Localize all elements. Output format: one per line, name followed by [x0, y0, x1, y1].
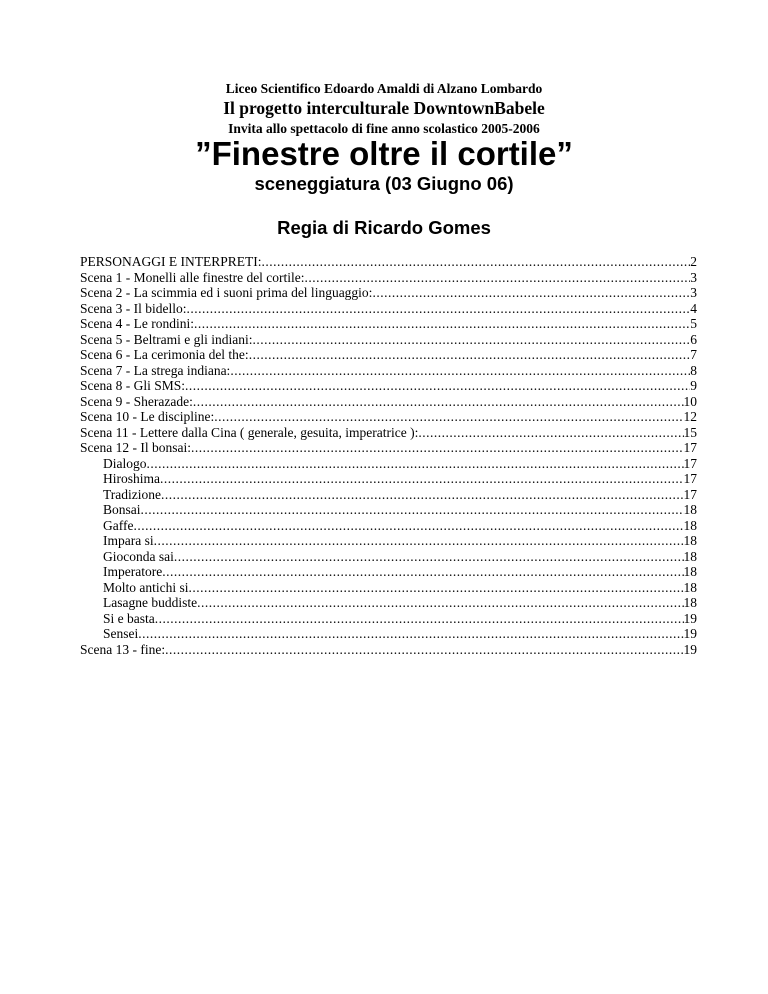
toc-entry-page: 19 [683, 626, 697, 641]
toc-entry-label: Dialogo [103, 455, 147, 471]
toc-subentry[interactable] [80, 456, 697, 472]
document-subtitle: sceneggiatura (03 Giugno 06) [254, 173, 514, 194]
toc-entry-label: Imperatore [103, 564, 163, 579]
toc-entry-page: 18 [683, 517, 697, 533]
toc-leader-dots [155, 611, 684, 627]
toc-leader-dots [162, 564, 683, 580]
toc-leader-dots [193, 394, 684, 410]
toc-entry-page: 12 [683, 409, 697, 424]
toc-entry-page: 17 [683, 486, 697, 502]
toc-entry-label: Scena 9 - Sherazade: [80, 393, 193, 409]
toc-entry-page: 18 [683, 595, 697, 610]
school-name: Liceo Scientifico Edoardo Amaldi di Alzano Lombardo [225, 81, 543, 96]
toc-entry-label: Scena 12 - Il bonsai: [80, 440, 191, 455]
toc-entry[interactable] [80, 301, 697, 317]
toc-entry-page: 7 [690, 347, 697, 362]
toc-entry[interactable] [80, 409, 697, 425]
toc-subentry[interactable] [80, 564, 697, 580]
toc-leader-dots [138, 626, 683, 642]
toc-leader-dots [230, 363, 690, 379]
toc-entry[interactable] [80, 347, 697, 363]
toc-entry[interactable] [80, 254, 697, 270]
toc-leader-dots [418, 425, 683, 441]
toc-entry-label: Scena 1 - Monelli alle finestre del cortile: [80, 269, 305, 285]
toc-entry-page: 4 [690, 300, 697, 316]
toc-entry-page: 18 [683, 579, 697, 595]
project-name: Il progetto interculturale DowntownBabele [223, 98, 545, 118]
toc-entry-label: Scena 7 - La strega indiana: [80, 362, 231, 378]
toc-leader-dots [249, 347, 691, 363]
toc-entry-page: 19 [683, 641, 697, 657]
toc-leader-dots [191, 440, 684, 456]
toc-leader-dots [141, 502, 684, 518]
toc-entry-page: 6 [690, 331, 697, 347]
toc-leader-dots [252, 332, 690, 348]
toc-leader-dots [189, 580, 684, 596]
toc-entry-label: Scena 13 - fine: [80, 641, 166, 657]
toc-leader-dots [262, 254, 691, 270]
toc-leader-dots [194, 316, 690, 332]
toc-entry-label: Gioconda sai [103, 548, 174, 564]
toc-entry-page: 18 [683, 548, 697, 564]
toc-leader-dots [174, 549, 684, 565]
toc-entry-page: 17 [683, 455, 697, 471]
toc-entry-page: 18 [683, 502, 697, 517]
toc-entry-label: Lasagne buddiste [103, 595, 198, 610]
toc-leader-dots [154, 533, 684, 549]
toc-entry[interactable] [80, 316, 697, 332]
toc-subentry[interactable] [80, 533, 697, 549]
toc-entry[interactable] [80, 378, 697, 394]
toc-entry-label: Gaffe [103, 517, 134, 533]
toc-leader-dots [160, 471, 684, 487]
toc-subentry[interactable] [80, 502, 697, 518]
toc-leader-dots [147, 456, 684, 472]
document-title: ”Finestre oltre il cortile” [195, 135, 573, 172]
toc-entry-page: 5 [690, 316, 697, 331]
toc-leader-dots [372, 285, 690, 301]
toc-entry[interactable] [80, 642, 697, 658]
toc-entry-page: 8 [690, 362, 697, 378]
toc-entry-label: Scena 10 - Le discipline: [80, 409, 215, 424]
toc-entry-page: 18 [683, 564, 697, 579]
toc-entry-page: 17 [683, 471, 697, 486]
toc-entry-page: 9 [690, 378, 697, 393]
toc-entry[interactable] [80, 270, 697, 286]
toc-entry[interactable] [80, 394, 697, 410]
toc-entry-label: Tradizione [103, 486, 161, 502]
toc-entry-label: Scena 2 - La scimmia ed i suoni prima del linguaggio: [80, 285, 373, 300]
toc-entry[interactable] [80, 363, 697, 379]
toc-subentry[interactable] [80, 487, 697, 503]
toc-entry[interactable] [80, 332, 697, 348]
toc-subentry[interactable] [80, 595, 697, 611]
toc-leader-dots [165, 642, 683, 658]
toc-entry-page: 17 [683, 440, 697, 455]
invitation-line: Invita allo spettacolo di fine anno scolastico 2005-2006 [228, 121, 540, 136]
toc-subentry[interactable] [80, 580, 697, 596]
toc-entry[interactable] [80, 440, 697, 456]
toc-leader-dots [214, 409, 683, 425]
toc-entry-page: 19 [683, 610, 697, 626]
toc-entry-label: Impara si [103, 533, 154, 548]
toc-subentry[interactable] [80, 626, 697, 642]
toc-entry-label: Scena 5 - Beltrami e gli indiani: [80, 331, 253, 347]
toc-entry-label: Scena 8 - Gli SMS: [80, 378, 186, 393]
toc-entry-page: 15 [683, 424, 697, 440]
toc-entry-label: Hiroshima [103, 471, 160, 486]
toc-entry[interactable] [80, 425, 697, 441]
toc-entry-label: PERSONAGGI E INTERPRETI: [80, 254, 262, 269]
toc-subentry[interactable] [80, 549, 697, 565]
toc-subentry[interactable] [80, 611, 697, 627]
toc-entry-label: Bonsai [103, 502, 141, 517]
director-credit: Regia di Ricardo Gomes [277, 217, 491, 238]
toc-entry[interactable] [80, 285, 697, 301]
toc-subentry[interactable] [80, 518, 697, 534]
toc-entry-label: Sensei [103, 626, 139, 641]
toc-entry-label: Molto antichi si [103, 579, 189, 595]
toc-entry-page: 3 [690, 269, 697, 285]
toc-subentry[interactable] [80, 471, 697, 487]
toc-leader-dots [185, 378, 690, 394]
toc-leader-dots [186, 301, 690, 317]
toc-entry-label: Si e basta [103, 610, 155, 626]
toc-entry-page: 3 [690, 285, 697, 300]
toc-entry-page: 18 [683, 533, 697, 548]
toc-leader-dots [305, 270, 691, 286]
table-of-contents [80, 254, 697, 657]
toc-entry-label: Scena 11 - Lettere dalla Cina ( generale, gesuita, imperatrice ): [80, 424, 419, 440]
toc-leader-dots [133, 518, 683, 534]
toc-entry-label: Scena 3 - Il bidello: [80, 300, 187, 316]
toc-entry-page: 10 [683, 393, 697, 409]
toc-leader-dots [197, 595, 683, 611]
toc-leader-dots [161, 487, 684, 503]
toc-entry-page: 2 [690, 254, 697, 269]
toc-entry-label: Scena 6 - La cerimonia del the: [80, 347, 249, 362]
toc-entry-label: Scena 4 - Le rondini: [80, 316, 194, 331]
